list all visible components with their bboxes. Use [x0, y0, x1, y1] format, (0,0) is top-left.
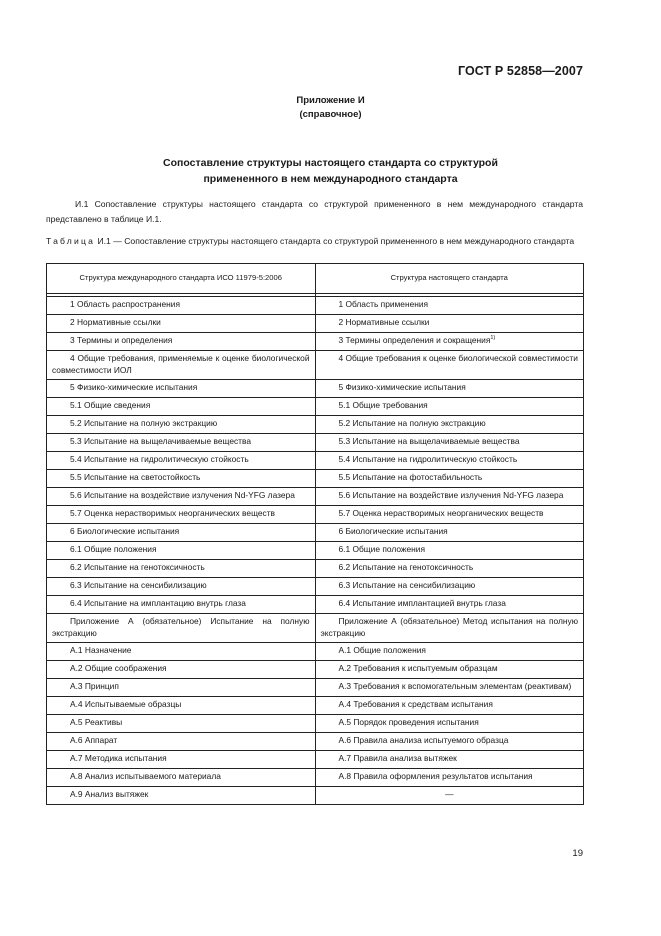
- cell-this-standard: [315, 679, 584, 697]
- table-row: [47, 470, 584, 488]
- cell-this-standard: [315, 661, 584, 679]
- cell-text: А.3 Требования к вспомогательным элементам (реактивам): [338, 681, 572, 691]
- cell-text: А.5 Порядок проведения испытания: [338, 717, 479, 727]
- appendix-label: Приложение И: [296, 95, 365, 106]
- cell-this-standard: [315, 297, 584, 315]
- cell-this-standard: [315, 787, 584, 805]
- cell-text: 6.3 Испытание на сенсибилизацию: [70, 580, 207, 590]
- cell-text: 5.5 Испытание на фотостабильность: [338, 472, 483, 482]
- cell-text: А.6 Аппарат: [70, 735, 118, 745]
- cell-this-standard: [315, 470, 584, 488]
- cell-text: А.2 Требования к испытуемым образцам: [338, 663, 498, 673]
- table-row: [47, 333, 584, 351]
- cell-this-standard: [315, 380, 584, 398]
- cell-text: 5.7 Оценка нерастворимых неорганических веществ: [70, 508, 275, 518]
- table-row: [47, 398, 584, 416]
- cell-international-standard: [47, 398, 316, 416]
- cell-text: А.7 Правила анализа вытяжек: [338, 753, 457, 763]
- cell-international-standard: [47, 315, 316, 333]
- page-number: 19: [572, 848, 583, 859]
- cell-this-standard: [315, 560, 584, 578]
- header-international-standard: Структура международного стандарта ИСО 11979-5:2006: [47, 264, 316, 294]
- cell-text: 6 Биологические испытания: [70, 526, 180, 536]
- table-row: [47, 560, 584, 578]
- table-row: [47, 452, 584, 470]
- table-row: [47, 679, 584, 697]
- cell-international-standard: [47, 416, 316, 434]
- cell-text: 5.2 Испытание на полную экстракцию: [338, 418, 486, 428]
- cell-this-standard: [315, 596, 584, 614]
- cell-international-standard: [47, 434, 316, 452]
- cell-this-standard: [315, 715, 584, 733]
- cell-text: А.1 Общие положения: [338, 645, 426, 655]
- cell-text: 5.1 Общие сведения: [70, 400, 151, 410]
- cell-text: 5.2 Испытание на полную экстракцию: [70, 418, 218, 428]
- cell-text: А.1 Назначение: [70, 645, 132, 655]
- cell-text: 6 Биологические испытания: [338, 526, 448, 536]
- comparison-table: [46, 263, 584, 805]
- cell-international-standard: [47, 697, 316, 715]
- cell-text: Приложение А (обязательное) Испытание на полную экстракцию: [52, 616, 310, 638]
- cell-text: 6.2 Испытание на генотоксичность: [70, 562, 205, 572]
- table-row: [47, 416, 584, 434]
- table-row: [47, 643, 584, 661]
- cell-text: 5 Физико-химические испытания: [338, 382, 466, 392]
- cell-text: 6.2 Испытание на генотоксичность: [338, 562, 474, 572]
- appendix-status: (справочное): [299, 108, 362, 120]
- table-row: [47, 715, 584, 733]
- cell-text: 5.6 Испытание на воздействие излучения Nd-YFG лазера: [338, 490, 564, 500]
- cell-this-standard: [315, 524, 584, 542]
- table-caption-text: И.1 — Сопоставление структуры настоящего стандарта со структурой примененного в нем международного стандарта: [95, 236, 575, 246]
- table-row: [47, 297, 584, 315]
- cell-international-standard: [47, 751, 316, 769]
- cell-text: 5.6 Испытание на воздействие излучения Nd-YFG лазера: [70, 490, 295, 500]
- section-title: [0, 155, 661, 187]
- table-row: [47, 578, 584, 596]
- cell-text: 3 Термины определения и сокращения: [338, 335, 491, 345]
- header-this-standard: Структура настоящего стандарта: [315, 264, 584, 294]
- table-row: [47, 434, 584, 452]
- cell-text: А.5 Реактивы: [70, 717, 123, 727]
- cell-text: 2 Нормативные ссылки: [338, 317, 430, 327]
- table-row: [47, 769, 584, 787]
- cell-this-standard: [315, 351, 584, 380]
- cell-this-standard: [315, 315, 584, 333]
- cell-this-standard: [315, 614, 584, 643]
- document-code: ГОСТ Р 52858—2007: [457, 64, 583, 78]
- footnote-mark: 1): [490, 335, 496, 342]
- cell-text: 6.4 Испытание имплантацией внутрь глаза: [338, 598, 506, 608]
- cell-text: —: [445, 789, 454, 799]
- table-header-row: [47, 264, 584, 294]
- cell-international-standard: [47, 596, 316, 614]
- cell-text: 5.4 Испытание на гидролитическую стойкость: [70, 454, 249, 464]
- cell-text: 6.1 Общие положения: [338, 544, 425, 554]
- intro-paragraph: И.1 Сопоставление структуры настоящего стандарта со структурой примененного в нем международного стандарта представлено в таблице И.1.: [46, 199, 583, 224]
- table-row: [47, 751, 584, 769]
- table-caption-word: Таблица: [46, 236, 96, 246]
- cell-this-standard: [315, 416, 584, 434]
- cell-international-standard: [47, 787, 316, 805]
- cell-text: А.4 Испытываемые образцы: [70, 699, 182, 709]
- cell-text: 5.7 Оценка нерастворимых неорганических веществ: [338, 508, 544, 518]
- cell-international-standard: [47, 643, 316, 661]
- table-caption: [46, 234, 583, 248]
- cell-text: 5.5 Испытание на светостойкость: [70, 472, 201, 482]
- cell-international-standard: [47, 488, 316, 506]
- cell-text: А.4 Требования к средствам испытания: [338, 699, 493, 709]
- cell-international-standard: [47, 506, 316, 524]
- cell-international-standard: [47, 769, 316, 787]
- cell-this-standard: [315, 769, 584, 787]
- cell-text: 3 Термины и определения: [70, 335, 173, 345]
- cell-text: 5.4 Испытание на гидролитическую стойкость: [338, 454, 518, 464]
- table-row: [47, 315, 584, 333]
- cell-text: 6.3 Испытание на сенсибилизацию: [338, 580, 476, 590]
- appendix-heading: [0, 94, 661, 121]
- title-line-1: Сопоставление структуры настоящего стандарта со структурой: [163, 157, 498, 169]
- cell-international-standard: [47, 524, 316, 542]
- table-row: [47, 506, 584, 524]
- cell-text: 5 Физико-химические испытания: [70, 382, 198, 392]
- cell-international-standard: [47, 560, 316, 578]
- cell-text: 5.3 Испытание на выщелачиваемые вещества: [70, 436, 252, 446]
- table-row: [47, 596, 584, 614]
- table-row: [47, 661, 584, 679]
- cell-this-standard: [315, 733, 584, 751]
- cell-international-standard: [47, 715, 316, 733]
- cell-this-standard: [315, 643, 584, 661]
- cell-international-standard: [47, 614, 316, 643]
- cell-international-standard: [47, 733, 316, 751]
- cell-text: 4 Общие требования к оценке биологической совместимости: [338, 353, 578, 363]
- cell-text: А.2 Общие соображения: [70, 663, 167, 673]
- cell-text: 1 Область распространения: [70, 299, 180, 309]
- table-row: [47, 697, 584, 715]
- cell-international-standard: [47, 452, 316, 470]
- cell-international-standard: [47, 661, 316, 679]
- cell-text: А.6 Правила анализа испытуемого образца: [338, 735, 509, 745]
- cell-international-standard: [47, 333, 316, 351]
- table-row: [47, 542, 584, 560]
- cell-text: 1 Область применения: [338, 299, 429, 309]
- cell-this-standard: [315, 697, 584, 715]
- cell-text: 6.1 Общие положения: [70, 544, 157, 554]
- cell-international-standard: [47, 578, 316, 596]
- cell-international-standard: [47, 470, 316, 488]
- cell-this-standard: [315, 506, 584, 524]
- cell-this-standard: [315, 333, 584, 351]
- cell-text: 6.4 Испытание на имплантацию внутрь глаза: [70, 598, 246, 608]
- cell-this-standard: [315, 542, 584, 560]
- table-row: [47, 733, 584, 751]
- cell-text: 5.3 Испытание на выщелачиваемые вещества: [338, 436, 520, 446]
- cell-text: А.9 Анализ вытяжек: [70, 789, 149, 799]
- cell-text: 5.1 Общие требования: [338, 400, 428, 410]
- table-row: [47, 488, 584, 506]
- cell-this-standard: [315, 398, 584, 416]
- cell-international-standard: [47, 351, 316, 380]
- cell-international-standard: [47, 542, 316, 560]
- cell-this-standard: [315, 452, 584, 470]
- cell-text: А.7 Методика испытания: [70, 753, 167, 763]
- cell-text: А.8 Анализ испытываемого материала: [70, 771, 221, 781]
- cell-this-standard: [315, 488, 584, 506]
- table-row: [47, 614, 584, 643]
- cell-this-standard: [315, 578, 584, 596]
- table-row: [47, 351, 584, 380]
- table-body: [47, 294, 584, 805]
- table-row: [47, 787, 584, 805]
- table-row: [47, 524, 584, 542]
- cell-this-standard: [315, 751, 584, 769]
- cell-text: 4 Общие требования, применяемые к оценке биологической совместимости ИОЛ: [52, 353, 310, 375]
- table-row: [47, 380, 584, 398]
- cell-text: А.3 Принцип: [70, 681, 119, 691]
- cell-this-standard: [315, 434, 584, 452]
- cell-international-standard: [47, 380, 316, 398]
- title-line-2: примененного в нем международного стандарта: [203, 173, 458, 185]
- cell-text: А.8 Правила оформления результатов испытания: [338, 771, 533, 781]
- cell-text: 2 Нормативные ссылки: [70, 317, 161, 327]
- cell-international-standard: [47, 679, 316, 697]
- cell-international-standard: [47, 297, 316, 315]
- cell-text: Приложение А (обязательное) Метод испытания на полную экстракцию: [320, 616, 578, 638]
